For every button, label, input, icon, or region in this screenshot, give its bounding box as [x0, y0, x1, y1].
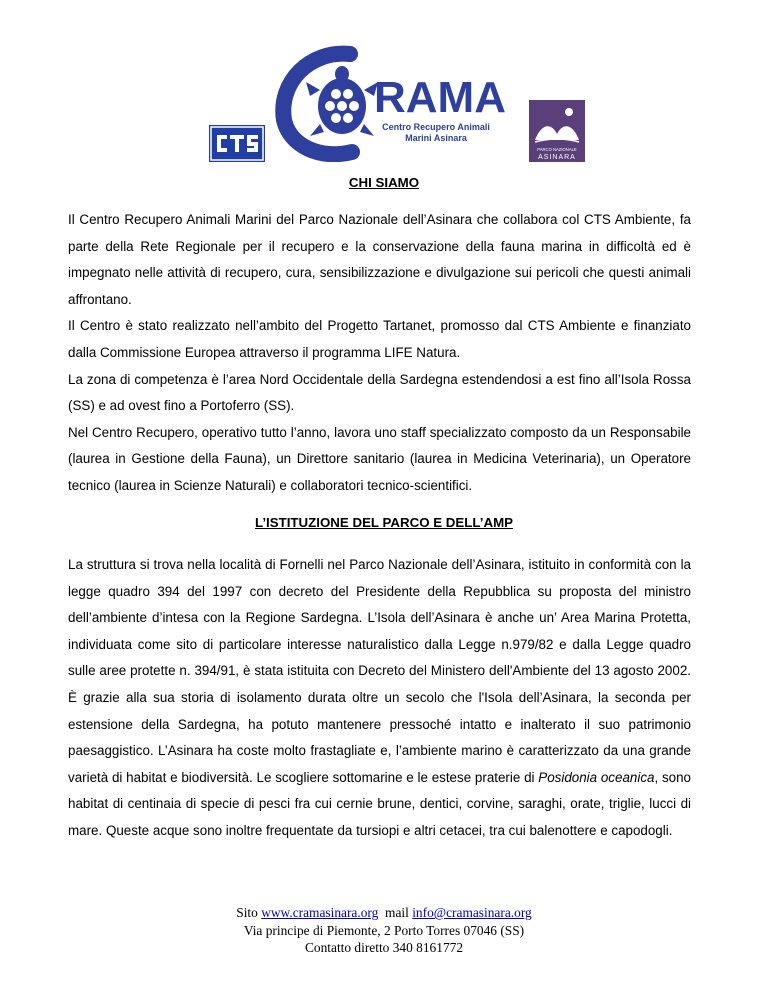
section-chi-siamo-body [68, 207, 691, 500]
park-logo-name: ASINARA [538, 154, 576, 161]
park-logo-text: PARCO NAZIONALE [537, 147, 577, 152]
section-title-chi-siamo: CHI SIAMO [348, 175, 420, 190]
site-link[interactable]: www.cramasinara.org [261, 905, 379, 920]
section-istituzione-body [68, 552, 691, 845]
footer-links-line [0, 904, 768, 922]
species-name: Posidonia oceanica [538, 769, 655, 785]
paragraph: Il Centro è stato realizzato nell’ambito del Progetto Tartanet, promosso dal CTS Ambiente e finanziato dalla Commissione Europea attraverso il programma LIFE Natura. [68, 318, 691, 360]
footer-contact: Contatto diretto 340 8161772 [304, 940, 464, 955]
mail-label: mail [385, 905, 409, 920]
asinara-park-logo [529, 100, 585, 162]
paragraph [68, 552, 691, 845]
crama-logo-word: RAMA [374, 73, 506, 122]
mail-link[interactable]: info@cramasinara.org [412, 905, 532, 920]
header-logos [0, 0, 768, 165]
paragraph: Il Centro Recupero Animali Marini del Parco Nazionale dell’Asinara che collabora col CTS Ambiente, fa parte della Rete Regionale per il recupero e la conservazione della fauna marina in difficoltà ed è impegnato nelle attività di recupero, cura, sensibilizzazione e divulgazione sui pericoli che questi animali affrontano. [68, 212, 691, 307]
footer [0, 904, 768, 957]
cts-logo [209, 125, 265, 162]
crama-logo [270, 42, 532, 162]
paragraph-text: La struttura si trova nella località di Fornelli nel Parco Nazionale dell’Asinara, istituito in conformità con la legge quadro 394 del 1997 con decreto del Presidente della Repubblica su proposta del ministro dell’ambiente d’intesa con la Regione Sardegna. L’Isola dell’Asinara è anche un’ Area Marina Protetta, individuata come sito di particolare interesse naturalistico dalla Legge n.979/82 e dalla Legge quadro sulle aree protette n. 394/91, è stata istituita con Decreto del Ministero dell'Ambiente del 13 agosto 2002. È grazie alla sua storia di isolamento durata oltre un secolo che l'Isola dell’Asinara, la seconda per estensione della Sardegna, ha potuto mantenere pressoché intatto e inalterato il suo patrimonio paesaggistico. L’Asinara ha coste molto frastagliate e, l’ambiente marino è caratterizzato da una grande varietà di habitat e biodiversità. Le scogliere sottomarine e le estese praterie di [68, 557, 691, 785]
paragraph-text: , sono habitat di centinaia di specie di pesci fra cui cernie brune, dentici, corvine, saraghi, orate, triglie, lucci di mare. Queste acque sono inoltre frequentate da tursiopi e altri cetacei, tra cui balenottere e capodogli. [68, 769, 691, 838]
site-label: Sito [236, 905, 258, 920]
paragraph: La zona di competenza è l’area Nord Occidentale della Sardegna estendendosi a est fino all’Isola Rossa (SS) e ad ovest fino a Portoferro (SS). [68, 371, 691, 414]
crama-logo-sub2: Marini Asinara [405, 133, 467, 143]
footer-address: Via principe di Piemonte, 2 Porto Torres 07046 (SS) [243, 922, 525, 938]
paragraph: Nel Centro Recupero, operativo tutto l’anno, lavora uno staff specializzato composto da un Responsabile (laurea in Gestione della Fauna), un Direttore sanitario (laurea in Medicina Veterinaria), un Operatore tecnico (laurea in Scienze Naturali) e collaboratori tecnico-scientifici. [68, 424, 691, 493]
section-title-istituzione: L’ISTITUZIONE DEL PARCO E DELL’AMP [254, 515, 514, 530]
crama-logo-sub1: Centro Recupero Animali [382, 122, 490, 132]
